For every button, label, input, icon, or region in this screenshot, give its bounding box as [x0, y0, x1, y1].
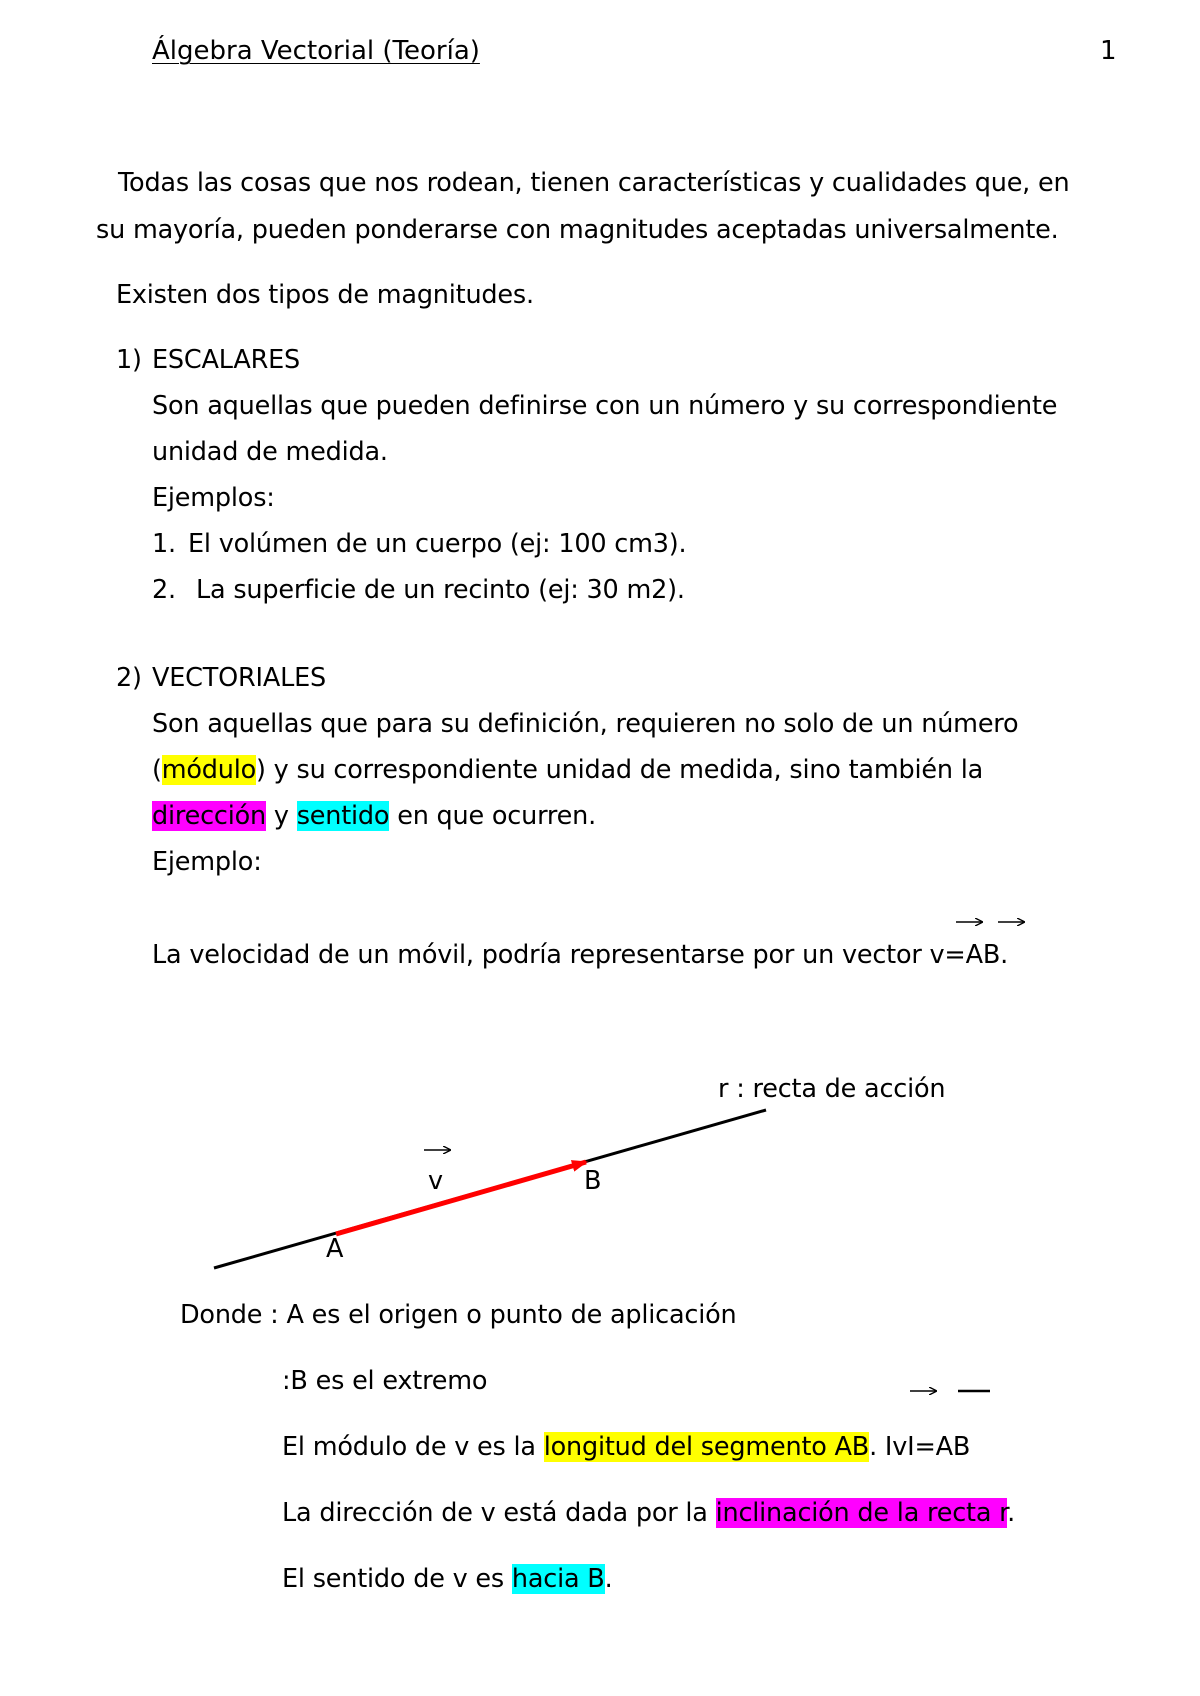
highlight-sentido: sentido — [296, 801, 390, 831]
vectorial-example-label: Ejemplo: — [152, 847, 262, 877]
note-sentido: El sentido de v es hacia B. — [282, 1564, 613, 1594]
intro-line-2: su mayoría, pueden ponderarse con magnitudes aceptadas universalmente. — [96, 215, 1059, 245]
line-of-action-label: r : recta de acción — [718, 1074, 946, 1104]
scalar-number: 1) — [116, 345, 142, 375]
page-number: 1 — [1100, 36, 1117, 66]
vectorial-def-line-2: (módulo) y su correspondiente unidad de medida, sino también la — [152, 755, 984, 785]
scalar-examples-label: Ejemplos: — [152, 483, 275, 513]
note-extremo: :B es el extremo — [282, 1366, 488, 1396]
point-a-label: A — [326, 1234, 344, 1264]
highlight-direccion: dirección — [152, 801, 266, 831]
point-b-label: B — [584, 1166, 602, 1196]
highlight-hacia-b: hacia B — [511, 1564, 605, 1594]
vector-label: v — [428, 1166, 443, 1196]
intro-line-1: Todas las cosas que nos rodean, tienen características y cualidades que, en — [118, 168, 1070, 198]
scalar-heading: ESCALARES — [152, 345, 301, 375]
highlight-modulo: módulo — [161, 755, 257, 785]
vectorial-example-text: La velocidad de un móvil, podría representarse por un vector v=AB. — [152, 940, 1009, 970]
vectorial-number: 2) — [116, 663, 142, 693]
highlight-longitud: longitud del segmento AB — [543, 1432, 870, 1462]
page-header-title: Álgebra Vectorial (Teoría) — [152, 36, 480, 66]
scalar-example-text: El volúmen de un cuerpo (ej: 100 cm3). — [188, 529, 687, 559]
scalar-example-number: 1. — [152, 529, 176, 559]
note-modulo: El módulo de v es la longitud del segmento AB. IvI=AB — [282, 1432, 971, 1462]
scalar-example-text: La superficie de un recinto (ej: 30 m2). — [196, 575, 685, 605]
note-origin: Donde : A es el origen o punto de aplicación — [180, 1300, 737, 1330]
vectorial-heading: VECTORIALES — [152, 663, 326, 693]
types-intro: Existen dos tipos de magnitudes. — [116, 280, 534, 310]
highlight-inclinacion: inclinación de la recta r — [715, 1498, 1008, 1528]
vector-ab — [336, 1162, 586, 1234]
scalar-example-number: 2. — [152, 575, 176, 605]
note-direccion: La dirección de v está dada por la inclinación de la recta r. — [282, 1498, 1016, 1528]
scalar-def-line-2: unidad de medida. — [152, 437, 388, 467]
scalar-def-line-1: Son aquellas que pueden definirse con un número y su correspondiente — [152, 391, 1058, 421]
vectorial-def-line-3: dirección y sentido en que ocurren. — [152, 801, 596, 831]
vectorial-def-line-1: Son aquellas que para su definición, requieren no solo de un número — [152, 709, 1019, 739]
